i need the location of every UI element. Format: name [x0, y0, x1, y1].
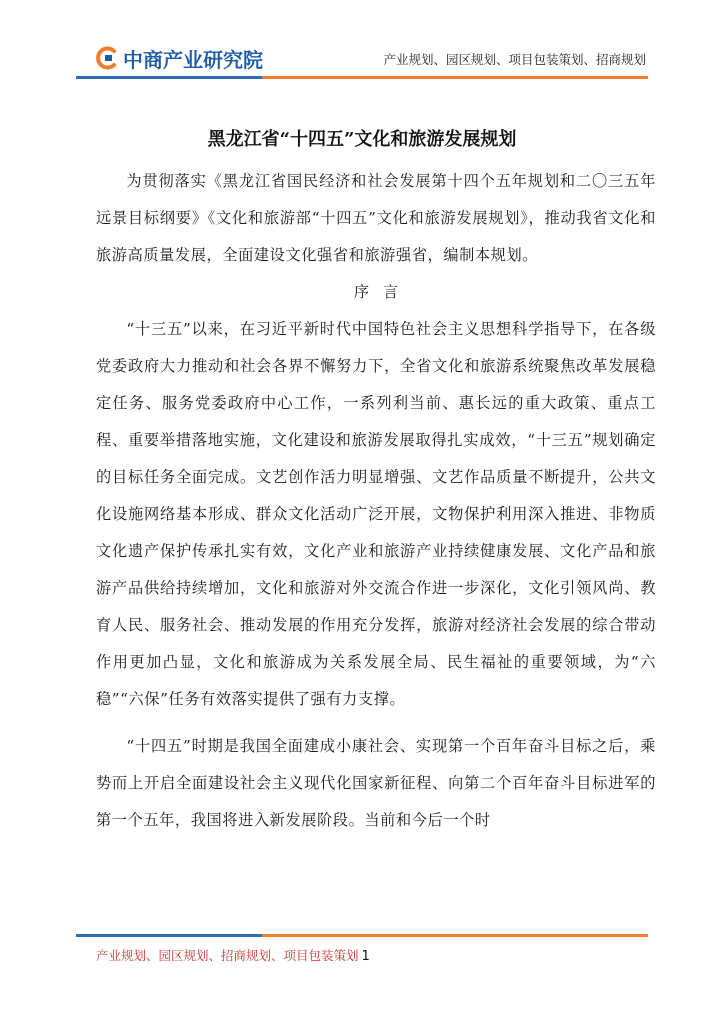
footer-divider-orange	[262, 934, 648, 937]
page-footer	[96, 946, 370, 964]
page-header	[0, 0, 724, 82]
paragraph-gap	[96, 718, 656, 728]
document-title: 黑龙江省“十四五”文化和旅游发展规划	[207, 129, 517, 150]
footer-divider-blue	[76, 934, 262, 937]
intro-paragraph: 为贯彻落实《黑龙江省国民经济和社会发展第十四个五年规划和二〇三五年远景目标纲要》《文化和旅游部“十四五”文化和旅游发展规划》，推动我省文化和旅游高质量发展，全面建设文化强省和旅游强省，编制本规划。	[96, 172, 656, 264]
document-body	[96, 163, 656, 839]
footer-tagline: 产业规划、园区规划、招商规划、项目包装策划	[96, 948, 359, 963]
page-number: 1	[361, 949, 370, 964]
company-logo	[96, 44, 263, 72]
header-tagline: 产业规划、园区规划、项目包装策划、招商规划	[383, 52, 646, 67]
header-divider-blue	[76, 76, 262, 79]
logo-text: 中商产业研究院	[123, 47, 263, 72]
body-paragraph-2: “十四五”时期是我国全面建成小康社会、实现第一个百年奋斗目标之后，乘势而上开启全面建设社会主义现代化国家新征程、向第二个百年奋斗目标进军的第一个五年，我国将进入新发展阶段。当前和今后一个时	[96, 737, 656, 829]
logo-mark-icon	[96, 46, 120, 70]
section-title-preface: 序言	[353, 283, 413, 301]
header-divider-orange	[262, 76, 648, 79]
body-paragraph-1: “十三五”以来，在习近平新时代中国特色社会主义思想科学指导下，在各级党委政府大力推动和社会各界不懈努力下，全省文化和旅游系统聚焦改革发展稳定任务、服务党委政府中心工作，一系列利当前、惠长远的重大政策、重点工程、重要举措落地实施，文化建设和旅游发展取得扎实成效，“十三五”规划确定的目标任务全面完成。文艺创作活力明显增强、文艺作品质量不断提升，公共文化设施网络基本形成、群众文化活动广泛开展，文物保护利用深入推进、非物质文化遗产保护传承扎实有效，文化产业和旅游产业持续健康发展、文化产品和旅游产品供给持续增加，文化和旅游对外交流合作进一步深化，文化引领风尚、教育人民、服务社会、推动发展的作用充分发挥，旅游对经济社会发展的综合带动作用更加凸显，文化和旅游成为关系发展全局、民生福祉的重要领域，为“六稳”“六保”任务有效落实提供了强有力支撑。	[96, 320, 656, 708]
